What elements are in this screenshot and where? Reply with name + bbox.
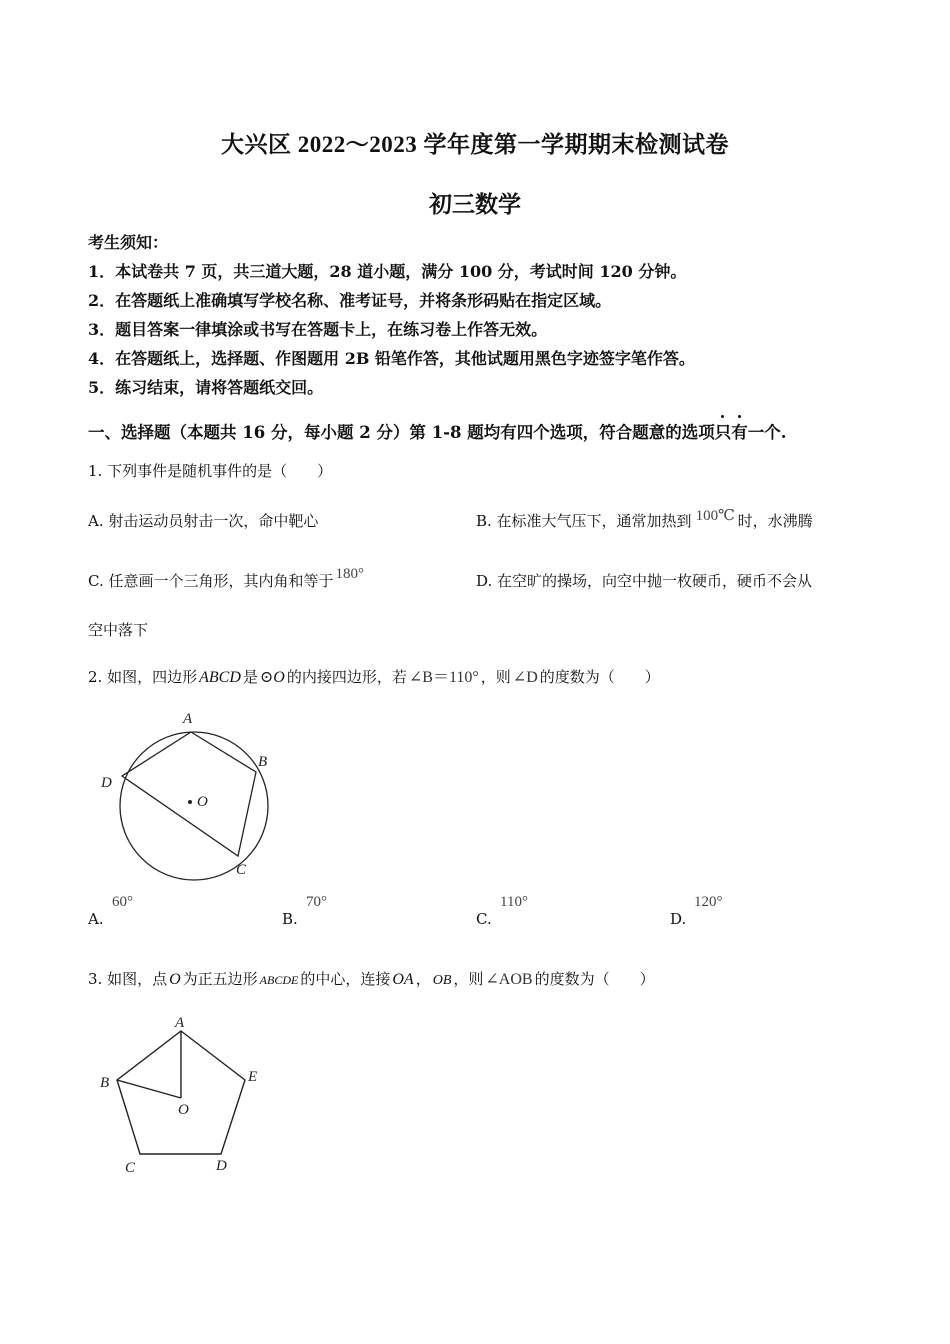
- q2-label-b: B: [258, 754, 268, 770]
- exam-subtitle: 初三数学: [429, 192, 521, 217]
- q1-option-b-tail: 时，水沸腾: [737, 512, 813, 530]
- q2-label-d: D: [101, 775, 112, 791]
- q2-circle: [120, 732, 268, 880]
- q3-comma: ，: [415, 970, 431, 988]
- notice-item-3: 3．题目答案一律填涂或书写在答题卡上，在练习卷上作答无效。: [88, 320, 548, 339]
- q3-segment-ob-line: [117, 1080, 181, 1098]
- q2-option-d-letter: D.: [670, 910, 687, 928]
- q2-option-a-value: 60°: [112, 894, 133, 910]
- notice-item-5: 5．练习结束，请将答题纸交回。: [88, 378, 324, 397]
- q2-option-a: [88, 894, 133, 928]
- q2-stem-text-4: ，则: [480, 668, 511, 686]
- q1-option-a: A. 射击运动员射击一次，命中靶心: [88, 512, 319, 530]
- section-heading-suffix: 一个.: [747, 423, 787, 442]
- q3-stem-text-1: 3. 如图，点: [88, 970, 168, 988]
- q1-option-c: [88, 566, 375, 591]
- q1-stem: 1. 下列事件是随机事件的是（ ）: [88, 462, 333, 480]
- q2-option-c-value: 110°: [500, 894, 528, 910]
- q2-center-dot: [188, 800, 192, 804]
- q1-option-c-value: 180°: [335, 566, 364, 582]
- q3-label-o: O: [178, 1102, 189, 1118]
- q2-angle-d: ∠D: [512, 669, 538, 686]
- q3-point-o: O: [169, 971, 181, 988]
- emphasis-char-1: 只: [714, 423, 732, 442]
- q2-label-o: O: [197, 794, 208, 810]
- q1-option-b-value: 100℃: [695, 508, 735, 524]
- q2-option-b-letter: B.: [282, 910, 298, 928]
- q2-angle-b: ∠B＝110°: [408, 669, 479, 686]
- notice-heading: 考生须知：: [88, 233, 169, 252]
- q2-stem-text-2: 是: [242, 668, 258, 686]
- q3-label-d: D: [216, 1158, 227, 1174]
- q2-quad-label: ABCD: [199, 669, 241, 686]
- q3-stem-text-2: 为正五边形: [182, 970, 258, 988]
- q3-label-c: C: [125, 1160, 136, 1176]
- q2-option-c-letter: C.: [476, 910, 492, 928]
- q2-quadrilateral: [122, 732, 256, 856]
- q2-option-c: [476, 894, 528, 928]
- q3-stem: [88, 968, 655, 989]
- q3-pentagon-label: ABCDE: [259, 973, 299, 987]
- q3-segment-ob: OB: [432, 973, 452, 988]
- q1-option-b: [476, 510, 813, 531]
- q2-option-b-value: 70°: [306, 894, 327, 910]
- q3-label-a: A: [175, 1015, 185, 1031]
- q2-label-c: C: [236, 862, 247, 878]
- q1-option-d: D. 在空旷的操场，向空中抛一枚硬币，硬币不会从: [476, 572, 813, 590]
- q3-label-b: B: [100, 1075, 110, 1091]
- q3-stem-text-3: 的中心，连接: [300, 970, 391, 988]
- q3-label-e: E: [248, 1069, 258, 1085]
- notice-item-4: 4．在答题纸上，选择题、作图题用 2B 铅笔作答，其他试题用黑色字迹签字笔作答。: [88, 349, 695, 368]
- q3-stem-text-5: 的度数为（ ）: [534, 970, 655, 988]
- q3-figure: [90, 1005, 280, 1190]
- q2-stem-text-3: 的内接四边形，若: [286, 668, 407, 686]
- q2-circle-label: ⊙O: [259, 669, 285, 686]
- q3-angle-aob: ∠AOB: [485, 971, 533, 988]
- notice-item-1: 1．本试卷共 7 页，共三道大题，28 道小题，满分 100 分，考试时间 120 分钟。: [88, 262, 687, 281]
- q2-label-a: A: [183, 711, 193, 727]
- q1-option-d-cont: 空中落下: [88, 621, 149, 639]
- section-heading-prefix: 一、选择题（本题共 16 分，每小题 2 分）第 1-8 题均有四个选项，符合题意的选项: [88, 423, 715, 442]
- q2-option-d-value: 120°: [694, 894, 723, 910]
- q3-segment-oa: OA: [392, 971, 414, 988]
- q1-option-b-text: B. 在标准大气压下，通常加热到: [476, 512, 692, 530]
- q1-option-c-text: C. 任意画一个三角形，其内角和等于: [88, 572, 334, 590]
- q2-option-d: [670, 894, 723, 928]
- exam-title: 大兴区 2022～2023 学年度第一学期期末检测试卷: [221, 132, 729, 157]
- q3-stem-text-4: ，则: [453, 970, 484, 988]
- q2-option-a-letter: A.: [88, 910, 104, 928]
- q2-stem-text-1: 2. 如图，四边形: [88, 668, 198, 686]
- emphasis-char-2: 有: [731, 423, 748, 442]
- notice-item-2: 2．在答题纸上准确填写学校名称、准考证号，并将条形码贴在指定区域。: [88, 291, 612, 310]
- q2-stem-text-5: 的度数为（ ）: [539, 668, 660, 686]
- q2-stem: [88, 664, 660, 687]
- q2-figure: [90, 700, 290, 885]
- section-heading: [88, 419, 786, 443]
- q2-option-b: [282, 894, 327, 928]
